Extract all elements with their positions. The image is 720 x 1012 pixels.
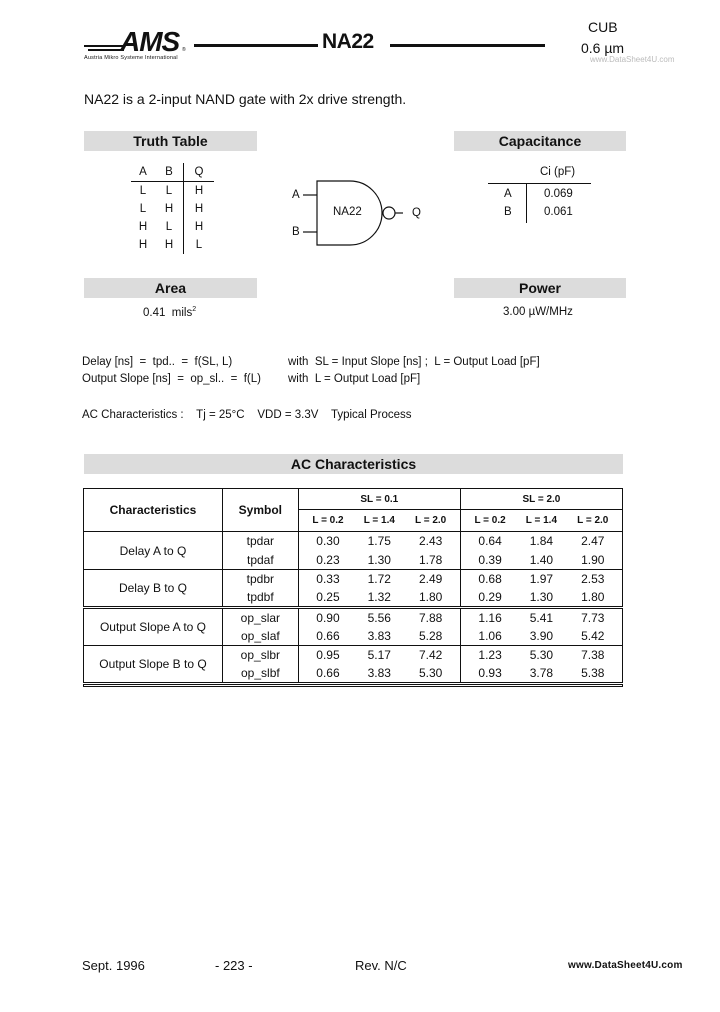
ac-value: 0.23	[316, 552, 340, 567]
ac-value: 0.39	[478, 552, 502, 567]
ac-value: 5.56	[367, 610, 391, 625]
area-unit: mils	[171, 306, 193, 319]
truth-cell: H	[194, 185, 204, 197]
gate-input-a: A	[292, 189, 300, 201]
truth-cell: L	[155, 182, 184, 201]
ac-value: 3.83	[367, 628, 391, 643]
truth-table	[131, 163, 214, 254]
ac-value: 5.30	[401, 665, 460, 684]
ac-load-header: L = 0.2	[474, 515, 506, 526]
ac-value: 0.93	[478, 666, 502, 681]
ac-symbol: op_slar	[222, 608, 298, 627]
ac-value: 1.30	[529, 590, 554, 605]
ac-value: 0.66	[316, 628, 340, 643]
footer-revision: Rev. N/C	[355, 958, 407, 973]
ac-symbol: tpdbr	[222, 570, 298, 589]
ac-value: 0.64	[478, 534, 502, 549]
ac-value: 7.42	[401, 646, 460, 665]
svg-text:®: ®	[182, 47, 186, 53]
capacitance-value: 0.061	[544, 206, 573, 218]
ac-load-header: L = 2.0	[401, 510, 460, 532]
header-rule-left	[194, 44, 318, 47]
header-rule-right	[390, 44, 545, 47]
ac-value: 3.83	[367, 666, 391, 681]
truth-cell: L	[139, 185, 147, 197]
ac-conditions: AC Characteristics : Tj = 25°C VDD = 3.3V Typical Process	[82, 409, 412, 421]
ac-value: 3.78	[529, 666, 554, 681]
ac-value: 1.16	[478, 610, 502, 625]
ac-value: 1.23	[478, 648, 502, 663]
footer-date: Sept. 1996	[82, 958, 145, 973]
cell-title: NA22	[322, 30, 374, 53]
ac-characteristic-name: Output Slope B to Q	[84, 646, 223, 684]
truth-table-title: Truth Table	[84, 131, 257, 151]
truth-header-a: A	[139, 166, 147, 178]
ac-symbol: op_slbf	[222, 665, 298, 684]
ac-value: 1.72	[367, 572, 391, 587]
capacitance-pin: A	[504, 188, 512, 200]
svg-text:AMS: AMS	[120, 26, 180, 57]
ac-symbol: op_slbr	[222, 646, 298, 665]
delay-formula-note: with SL = Input Slope [ns] ; L = Output Load [pF]	[288, 356, 540, 368]
ac-header-symbol: Symbol	[222, 489, 298, 532]
ac-value: 1.40	[529, 552, 554, 567]
truth-cell: H	[194, 221, 204, 233]
ac-value: 5.30	[529, 648, 554, 663]
truth-header-b: B	[155, 163, 184, 182]
ac-value: 0.95	[316, 648, 340, 663]
truth-cell: L	[195, 239, 203, 251]
area-title: Area	[84, 278, 257, 298]
capacitance-divider	[526, 183, 527, 223]
ac-value: 0.90	[316, 610, 340, 625]
ac-value: 0.68	[478, 572, 502, 587]
ac-value: 0.25	[316, 590, 340, 605]
capacitance-title: Capacitance	[454, 131, 626, 151]
gate-output-q: Q	[412, 207, 421, 219]
ac-value: 1.75	[367, 534, 391, 549]
ac-load-header: L = 1.4	[363, 515, 395, 526]
area-value	[143, 306, 196, 319]
ac-characteristic-name: Output Slope A to Q	[84, 608, 223, 646]
ac-value: 0.30	[316, 534, 340, 549]
truth-cell: L	[139, 203, 147, 215]
ac-value: 1.30	[367, 552, 391, 567]
ac-value: 7.38	[581, 648, 605, 663]
ac-value: 7.73	[581, 610, 605, 625]
ac-title: AC Characteristics	[84, 454, 623, 474]
ac-value: 2.53	[581, 572, 605, 587]
capacitance-pin: B	[504, 206, 512, 218]
ac-symbol: tpdbf	[222, 589, 298, 608]
ac-value: 0.29	[478, 590, 502, 605]
footer-page-number: - 223 -	[215, 958, 253, 973]
ac-characteristic-name: Delay B to Q	[84, 570, 223, 608]
ac-value: 1.32	[367, 590, 391, 605]
footer-brand: www.DataSheet4U.com	[568, 960, 683, 971]
ac-value: 5.42	[581, 628, 605, 643]
ac-value: 1.80	[581, 590, 605, 605]
truth-cell: L	[155, 218, 184, 236]
slope-formula-note: with L = Output Load [pF]	[288, 373, 421, 385]
ac-symbol: tpdar	[222, 532, 298, 551]
ac-header-characteristics: Characteristics	[84, 489, 223, 532]
ac-load-header: L = 0.2	[312, 515, 344, 526]
truth-header-q: Q	[194, 166, 204, 178]
watermark: www.DataSheet4U.com	[590, 55, 675, 64]
intro-text: NA22 is a 2-input NAND gate with 2x drive strength.	[84, 91, 407, 107]
logo-subtitle: Austria Mikro Systeme International	[84, 55, 178, 61]
technology-node: 0.6 µm	[581, 40, 625, 56]
truth-cell: H	[138, 239, 148, 251]
ac-characteristics-table	[83, 488, 623, 687]
ac-value: 0.66	[316, 666, 340, 681]
ac-value: 5.38	[581, 666, 605, 681]
ac-value: 5.41	[529, 610, 554, 625]
ac-value: 2.49	[401, 570, 460, 589]
gate-input-b: B	[292, 226, 300, 238]
ac-value: 1.97	[529, 572, 554, 587]
ac-value: 7.88	[401, 608, 460, 627]
ac-row	[84, 608, 623, 627]
truth-cell: H	[138, 221, 148, 233]
ac-value: 2.43	[401, 532, 460, 551]
ac-load-header: L = 2.0	[577, 515, 609, 526]
ac-table-bottom-rule	[84, 684, 623, 687]
ac-value: 1.80	[401, 589, 460, 608]
ac-row	[84, 646, 623, 665]
ac-symbol: tpdaf	[222, 551, 298, 570]
gate-label: NA22	[333, 206, 362, 218]
ac-value: 5.28	[401, 627, 460, 646]
ac-value: 3.90	[529, 628, 554, 643]
truth-cell: H	[194, 203, 204, 215]
power-title: Power	[454, 278, 626, 298]
capacitance-header: Ci (pF)	[540, 166, 576, 178]
ac-value: 1.06	[478, 628, 502, 643]
ac-row	[84, 570, 623, 589]
ac-header-sl1: SL = 0.1	[298, 489, 460, 510]
capacitance-value: 0.069	[544, 188, 573, 200]
process-name: CUB	[588, 19, 618, 35]
area-exponent: 2	[192, 306, 197, 313]
ac-value: 1.84	[529, 534, 554, 549]
ac-table-bottom-cell	[84, 684, 623, 687]
ac-value: 2.47	[581, 534, 605, 549]
ac-value: 1.90	[581, 552, 605, 567]
ac-row	[84, 532, 623, 551]
capacitance-rule	[488, 183, 591, 184]
ac-value: 1.78	[401, 551, 460, 570]
ac-value: 0.33	[316, 572, 340, 587]
slope-formula: Output Slope [ns] = op_sl.. = f(L)	[82, 373, 261, 385]
truth-cell: H	[155, 236, 184, 254]
ac-characteristic-name: Delay A to Q	[84, 532, 223, 570]
ac-load-header: L = 1.4	[525, 515, 558, 526]
ac-symbol: op_slaf	[222, 627, 298, 646]
delay-formula: Delay [ns] = tpd.. = f(SL, L)	[82, 356, 233, 368]
power-value: 3.00 µW/MHz	[503, 306, 573, 318]
ac-header-sl2: SL = 2.0	[460, 489, 622, 510]
truth-cell: H	[155, 200, 184, 218]
area-number: 0.41	[143, 306, 166, 319]
ac-value: 5.17	[367, 648, 391, 663]
